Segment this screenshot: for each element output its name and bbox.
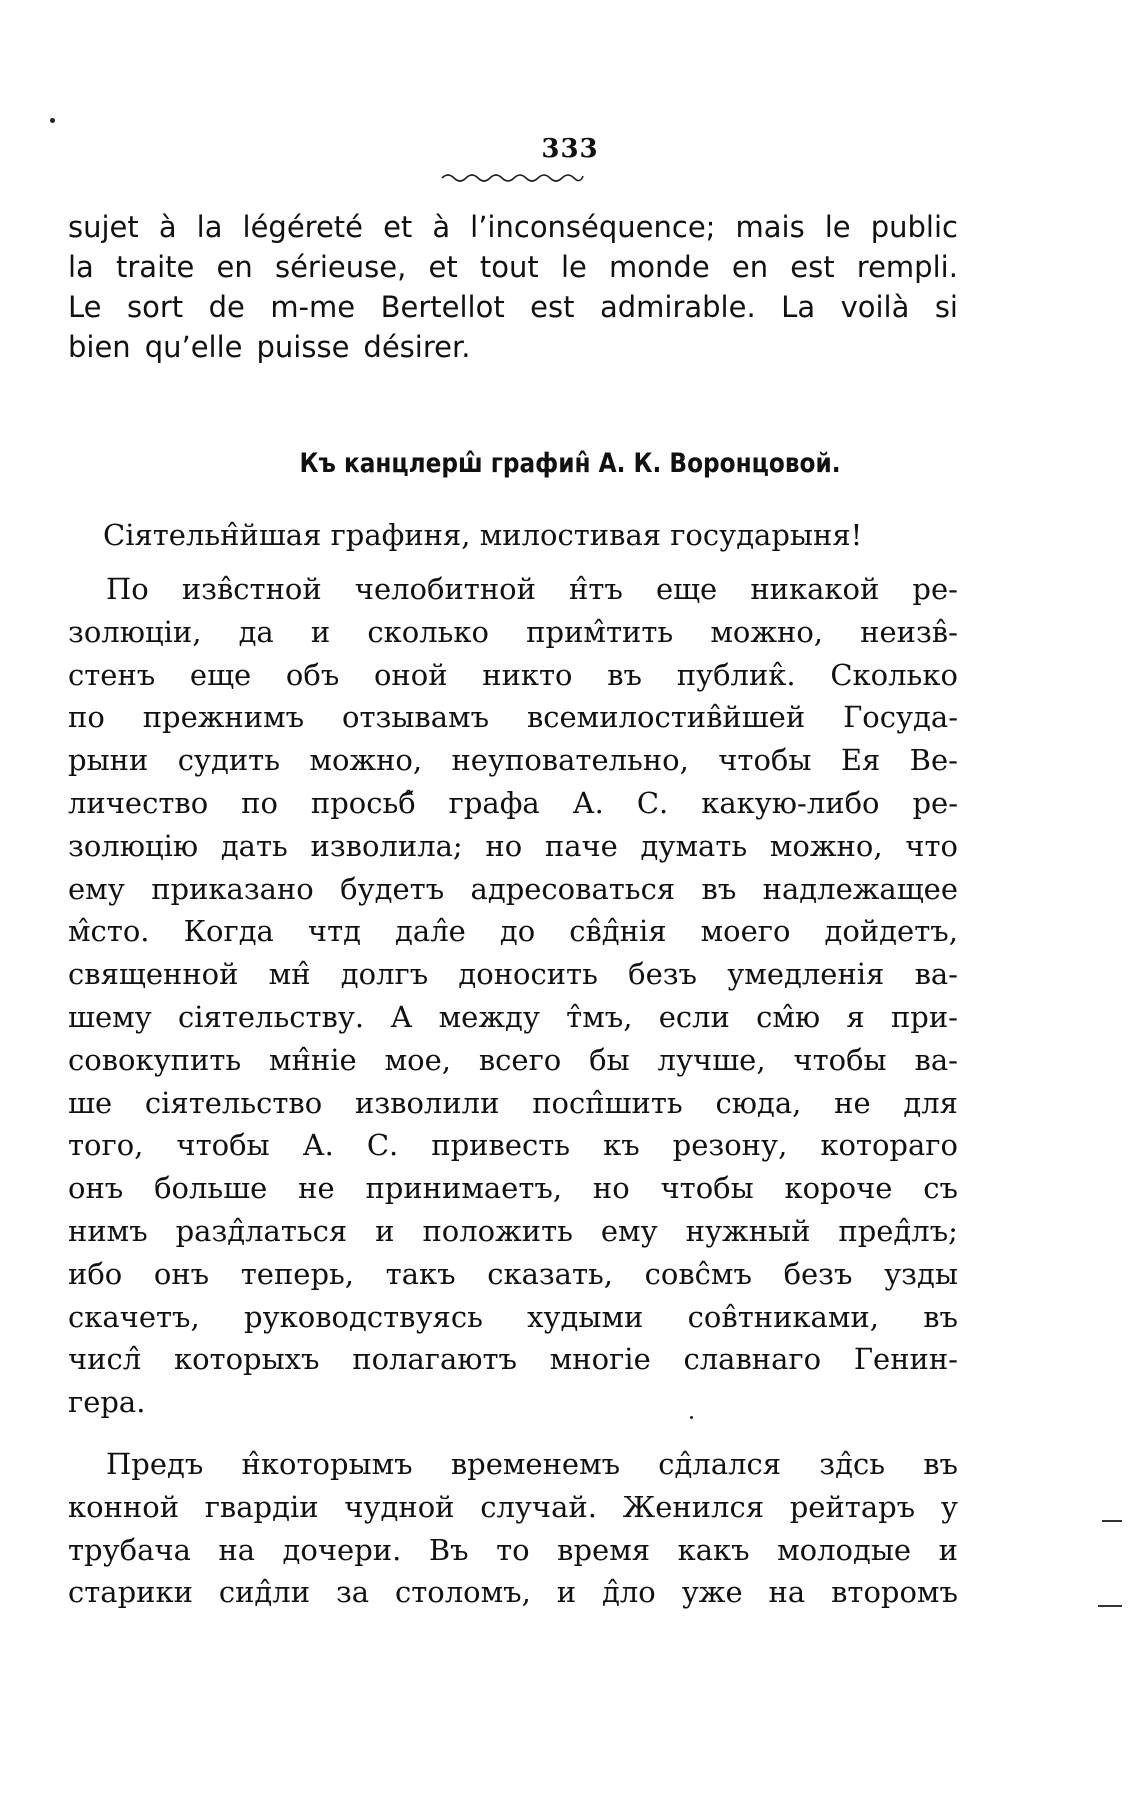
word: мн̂ [268,957,311,992]
word: сколько [367,614,490,649]
word: можно, [710,614,824,649]
word: чудной [344,1489,455,1524]
word: С. [366,1128,399,1163]
word: С. [636,785,669,820]
word: нимъ [68,1213,148,1248]
word: и [375,1213,395,1248]
text-line [68,1124,958,1167]
word: лучше, [657,1042,766,1077]
word: Сколько [830,657,958,692]
word: никто [482,657,573,692]
word: неуповательно, [451,743,689,778]
word: онъ [153,1256,210,1291]
word: mais [735,210,805,244]
word: такъ [385,1256,456,1291]
word: рейтаръ [789,1489,916,1524]
word: многіе [549,1342,651,1377]
word: умедленія [727,957,885,992]
word: какъ [677,1532,750,1567]
word: безъ [783,1256,853,1291]
word: славнаго [683,1342,822,1377]
word: конной [68,1489,180,1524]
word: до [499,914,536,949]
word: если [658,999,730,1034]
word: можно, [769,828,883,863]
word: ре- [912,785,958,820]
word: puisse [256,330,350,364]
word: qu’elle [144,330,243,364]
word: въ [701,871,737,906]
letter-paragraph-1 [68,568,958,1424]
word: si [934,290,958,324]
word: священной [68,957,239,992]
word: челобитной [354,572,536,606]
word: rempli. [856,250,958,284]
word: можно, [309,743,423,778]
word: моего [700,914,791,949]
text-line [68,1082,958,1125]
text-line [68,910,958,953]
word: то [496,1532,530,1567]
word: l’inconséquence; [470,210,716,244]
word: скачетъ, [68,1299,200,1334]
word: По [106,572,149,606]
word: молодые [777,1532,912,1567]
word: дать [220,828,288,863]
word: чтобы [660,1171,754,1206]
word: не [834,1085,871,1120]
text-line [68,996,958,1039]
word: рыни [68,743,149,778]
text-line [68,1039,958,1082]
word: сов̂тниками, [687,1299,879,1334]
word: Bertellot [380,290,505,324]
word: Генин- [853,1342,958,1377]
word: en [731,250,769,284]
word: золюцію [68,828,199,863]
word: по [241,785,278,820]
word: ва- [914,1042,958,1077]
word: второмъ [831,1575,958,1610]
word: въ [923,1299,958,1334]
word: прим̂тить [526,614,674,649]
salutation: Сіятельн̂йшая графиня, милостивая государыня! [103,518,863,552]
word: т̂мъ, [566,999,633,1034]
word: la [68,250,94,284]
word: А. [302,1128,334,1163]
text-line [68,1443,958,1486]
word: у [940,1489,958,1524]
word: положить [422,1213,573,1248]
text-line [68,1210,958,1253]
text-line [68,953,958,996]
word: н̂которымъ [241,1447,413,1481]
word: сд̂лался [658,1447,782,1481]
word: sort [126,290,184,324]
word: оной [373,657,448,692]
word: доносить [458,957,598,992]
word: сказать, [487,1256,614,1291]
word: къ [603,1128,640,1163]
word: le [824,210,851,244]
word: разд̂латься [175,1213,348,1248]
word: сид̂ли [218,1575,311,1610]
word: voilà [840,290,910,324]
word: неизв̂- [860,614,958,649]
word: сіятельству. [178,999,365,1034]
word: принимаетъ, [365,1171,563,1206]
word: между [438,999,540,1034]
word: долгъ [340,957,429,992]
word: изв̂стной [181,572,322,606]
word: думать [640,828,748,863]
word: изволила; [310,828,463,863]
word: désirer. [363,330,471,364]
word: чтобы [718,743,812,778]
word: sujet [68,210,139,244]
word: sérieuse, [274,250,407,284]
word: ему [600,1213,658,1248]
text-line [68,1529,958,1572]
word: ибо [68,1256,123,1291]
word: гера. [68,1385,146,1420]
word: Ея [840,743,881,778]
word: время [557,1532,651,1567]
word: совс̂мъ [644,1256,752,1291]
word: что [905,828,958,863]
word: à [432,210,451,244]
text-line [68,1338,958,1381]
word: ре- [912,572,958,606]
word: чтобы [793,1042,887,1077]
text-line [68,207,958,247]
word: съ [923,1171,958,1206]
scan-speck [690,1416,693,1419]
word: н̂тъ [569,572,623,606]
word: за [335,1575,370,1610]
word: admirable. [599,290,756,324]
word: см̂ю [756,999,821,1034]
word: чтобы [176,1128,270,1163]
word: трубача [68,1532,191,1567]
word: я [846,999,865,1034]
text-line [68,1296,958,1339]
word: traite [116,250,195,284]
word: резону, [672,1128,788,1163]
word: будетъ [340,871,445,906]
word: въ [923,1447,958,1481]
word: графа [448,785,540,820]
word: le [560,250,587,284]
letter-paragraph-2 [68,1443,958,1614]
word: руководствуясь [244,1299,483,1334]
french-paragraph [68,207,958,367]
word: à [158,210,177,244]
word: monde [609,250,710,284]
word: public [870,210,958,244]
word: не [298,1171,335,1206]
word: уже [681,1575,743,1610]
word: безъ [628,957,697,992]
word: Въ [428,1532,469,1567]
word: Ве- [909,743,958,778]
word: посп̂шить [532,1085,683,1120]
word: привесть [431,1128,571,1163]
text-line [68,327,958,367]
word: прежнимъ [142,700,305,735]
word: Когда [183,914,274,949]
word: приказано [151,871,314,906]
word: сюда, [715,1085,802,1120]
word: по [68,700,105,735]
text-line [68,696,958,739]
word: надлежащее [762,871,958,906]
word: en [216,250,253,284]
word: при- [890,999,958,1034]
word: bien [68,330,131,364]
word: А [390,999,413,1034]
word: публик̂. [676,657,796,692]
word: стенъ [68,657,156,692]
text-line [68,1253,958,1296]
word: короче [784,1171,893,1206]
word: Предъ [106,1447,204,1481]
word: числ̂ [68,1342,142,1377]
text-line [68,1167,958,1210]
word: Госуда- [843,700,958,735]
text-line [68,654,958,697]
word: адресоваться [470,871,676,906]
word: и [310,614,331,649]
word: да [238,614,274,649]
word: худыми [527,1299,644,1334]
word: никакой [750,572,880,606]
word: légéreté [242,210,364,244]
word: est [530,290,575,324]
word: всего [478,1042,562,1077]
word: шему [68,999,152,1034]
word: въ [607,657,642,692]
word: и [938,1532,958,1567]
word: est [790,250,835,284]
word: А. [572,785,604,820]
word: мн̂ніе [269,1042,357,1077]
word: еще [655,572,718,606]
word: узды [884,1256,958,1291]
word: теперь, [240,1256,355,1291]
word: ва- [914,957,958,992]
word: la [196,210,223,244]
word: нужный [685,1213,811,1248]
word: и [556,1575,577,1610]
page-number: 333 [541,134,599,164]
word: случай. [480,1489,597,1524]
word: бы [589,1042,630,1077]
word: котораго [820,1128,958,1163]
word: временемъ [450,1447,621,1481]
word: старики [68,1575,193,1610]
word: гвардіи [204,1489,319,1524]
text-line [68,825,958,868]
word: того, [68,1128,144,1163]
word: et [383,210,413,244]
word: объ [285,657,340,692]
word: но [485,828,523,863]
text-line [68,1486,958,1529]
word: Женился [622,1489,765,1524]
text-line [68,568,958,611]
word: совокупить [68,1042,242,1077]
word: больше [154,1171,268,1206]
word: просьб̂ [310,785,416,820]
word: сіятельство [144,1085,323,1120]
word: какую-либо [701,785,880,820]
word: паче [544,828,618,863]
word: но [592,1171,630,1206]
scan-edge-mark [1102,1520,1122,1522]
word: м̂сто. [68,914,150,949]
word: de [208,290,245,324]
word: ше [68,1085,113,1120]
word: дочери. [282,1532,402,1567]
word: столомъ, [394,1575,531,1610]
text-line [68,1571,958,1614]
text-line [68,782,958,825]
word: личество [68,785,209,820]
word: мое, [384,1042,451,1077]
word: ему [68,871,125,906]
word: для [903,1085,958,1120]
word: отзывамъ [342,700,490,735]
word: на [768,1575,806,1610]
word: зд̂сь [819,1447,885,1481]
word: изволили [355,1085,500,1120]
word: et [428,250,458,284]
word: д̂ло [602,1575,656,1610]
word: которыхъ [173,1342,320,1377]
word: онъ [68,1171,124,1206]
text-line [68,287,958,327]
word: на [218,1532,256,1567]
word: судить [177,743,281,778]
word: La [781,290,816,324]
word: золюціи, [68,614,202,649]
text-line [68,1381,958,1424]
word: дал̂е [395,914,466,949]
word: дойдетъ, [824,914,958,949]
word: Le [68,290,102,324]
text-line [68,739,958,782]
word: полагаютъ [352,1342,517,1377]
word: tout [479,250,539,284]
word: еще [189,657,252,692]
text-line [68,247,958,287]
letter-heading: Къ канцлерш̂ графин̂ А. К. Воронцовой. [299,448,841,479]
word: m-me [270,290,356,324]
word: св̂д̂нія [569,914,667,949]
word: всемилостив̂йшей [526,700,806,735]
text-line [68,868,958,911]
word: чтд [307,914,361,949]
word: пред̂лъ; [838,1213,958,1248]
scan-speck [50,118,55,123]
text-line [68,611,958,654]
ornament-divider [440,170,585,184]
scan-edge-mark [1098,1605,1122,1607]
